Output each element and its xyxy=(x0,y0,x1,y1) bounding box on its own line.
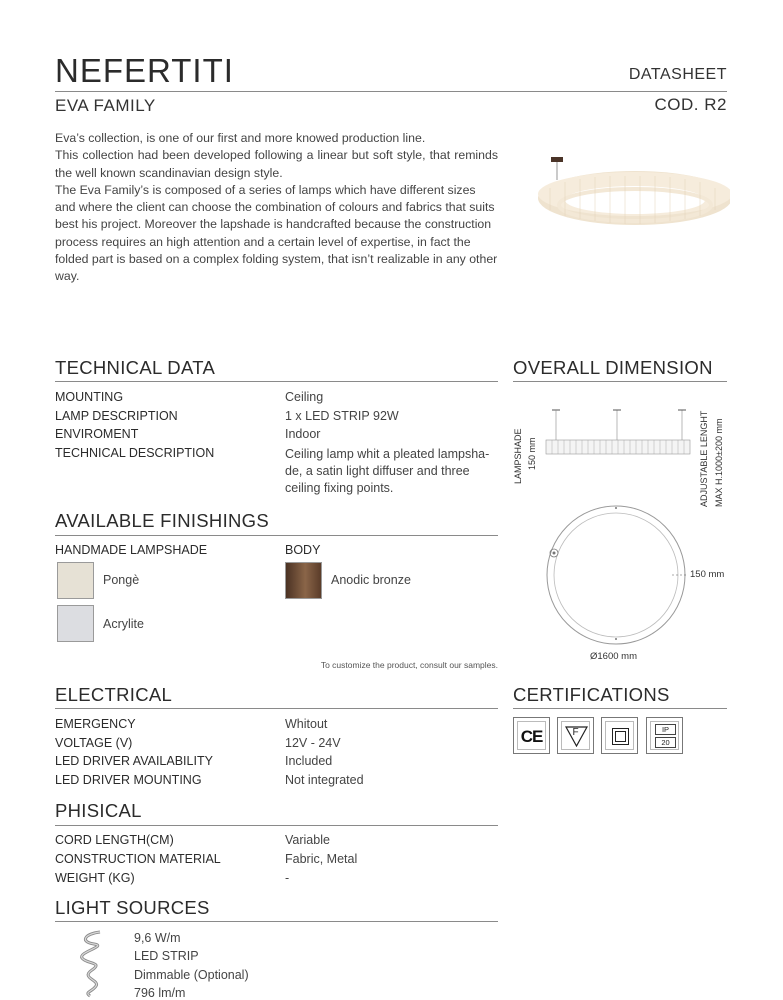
phys-value-weight: - xyxy=(285,871,290,885)
lampshade-dim-label xyxy=(513,420,527,484)
elec-value-voltage: 12V - 24V xyxy=(285,736,341,750)
phys-label-material: CONSTRUCTION MATERIAL xyxy=(55,852,221,866)
elec-value-emergency: Whitout xyxy=(285,717,328,731)
swatch-bronze-label: Anodic bronze xyxy=(331,573,411,587)
family-subtitle: EVA FAMILY xyxy=(55,96,156,115)
diameter-dim-label: Ø1600 mm xyxy=(590,651,637,662)
tech-value-description: Ceiling lamp whit a pleated lampsha-de, a satin light diffuser and three ceiling fixing points. xyxy=(285,447,490,495)
lampshade-label: LAMPSHADE xyxy=(513,428,523,484)
physical-divider xyxy=(55,825,498,826)
body-header: BODY xyxy=(285,543,321,557)
header-divider xyxy=(55,91,727,92)
light-sources-divider xyxy=(55,921,498,922)
intro-paragraph: The Eva Family’s is composed of a series of lamps which have different sizes and where the client can choose the combination of colours and fabrics that suits best his project. Moreover the lapshade is handcrafted because the construction process requires an high attention and a certain level of expertise, in fact the folded part is based on a complex folding system, that isn’t realizable in any other way. xyxy=(55,182,498,284)
intro-text xyxy=(55,130,498,286)
lampshade-header: HANDMADE LAMPSHADE xyxy=(55,543,208,557)
electrical-divider xyxy=(55,708,498,709)
light-source-dimmable: Dimmable (Optional) xyxy=(134,968,249,982)
tech-value-lamp: 1 x LED STRIP 92W xyxy=(285,409,399,423)
ce-mark-text: CE xyxy=(520,727,543,746)
tech-value-environment: Indoor xyxy=(285,427,321,441)
swatch-anodic-bronze[interactable] xyxy=(285,562,322,599)
product-code: COD. R2 xyxy=(654,95,727,114)
phys-label-weight: WEIGHT (KG) xyxy=(55,871,135,885)
top-view-drawing xyxy=(544,504,689,646)
customize-note: To customize the product, consult our samples. xyxy=(320,660,498,670)
ip-rating-icon xyxy=(646,717,683,754)
tech-label-environment: ENVIROMENT xyxy=(55,427,139,441)
light-source-lumen: 796 lm/m xyxy=(134,986,186,1000)
certifications-title: CERTIFICATIONS xyxy=(513,684,670,705)
physical-title: PHISICAL xyxy=(55,800,142,821)
phys-value-material: Fabric, Metal xyxy=(285,852,358,866)
finishings-title: AVAILABLE FINISHINGS xyxy=(55,510,270,531)
swatch-ponge[interactable] xyxy=(57,562,94,599)
swatch-acrylite[interactable] xyxy=(57,605,94,642)
class2-mark-icon xyxy=(601,717,638,754)
led-strip-icon xyxy=(70,928,110,998)
lampshade-dim-value xyxy=(527,420,539,470)
ceiling-fixing xyxy=(551,157,563,162)
finishings-divider xyxy=(55,535,498,536)
tech-label-mounting: MOUNTING xyxy=(55,390,124,404)
intro-paragraph: Eva’s collection, is one of our first and more knowed production line. xyxy=(55,131,426,145)
electrical-title: ELECTRICAL xyxy=(55,684,173,705)
f-mark-icon xyxy=(557,717,594,754)
f-mark-text: F xyxy=(572,727,579,738)
phys-label-cord: CORD LENGTH(CM) xyxy=(55,833,174,847)
swatch-acrylite-label: Acrylite xyxy=(103,617,144,631)
adjustable-dim-label xyxy=(699,397,711,507)
tech-label-description: TECHNICAL DESCRIPTION xyxy=(55,446,215,460)
width-dim-label: 150 mm xyxy=(690,569,725,580)
elec-label-driver-mounting: LED DRIVER MOUNTING xyxy=(55,773,202,787)
ce-mark-icon xyxy=(513,717,550,754)
light-sources-title: LIGHT SOURCES xyxy=(55,897,210,918)
product-image xyxy=(530,150,730,235)
elec-value-driver-mounting: Not integrated xyxy=(285,773,364,787)
technical-data-title: TECHNICAL DATA xyxy=(55,357,216,378)
elec-label-voltage: VOLTAGE (V) xyxy=(55,736,133,750)
tech-value-mounting: Ceiling xyxy=(285,390,324,404)
light-source-type: LED STRIP xyxy=(134,949,199,963)
elec-label-emergency: EMERGENCY xyxy=(55,717,136,731)
product-title: NEFERTITI xyxy=(55,52,234,89)
certifications-divider xyxy=(513,708,727,709)
dimension-title: OVERALL DIMENSION xyxy=(513,357,713,378)
elec-value-driver-availability: Included xyxy=(285,754,333,768)
tech-label-lamp: LAMP DESCRIPTION xyxy=(55,409,178,423)
elec-label-driver-availability: LED DRIVER AVAILABILITY xyxy=(55,754,213,768)
light-source-power: 9,6 W/m xyxy=(134,931,181,945)
phys-value-cord: Variable xyxy=(285,833,330,847)
swatch-ponge-label: Pongè xyxy=(103,573,140,587)
intro-paragraph: This collection had been developed following a linear but soft style, that reminds the well known scandinavian design style. xyxy=(55,148,498,180)
ip-label: IP xyxy=(655,724,676,735)
dimension-divider xyxy=(513,381,727,382)
side-view-drawing xyxy=(544,408,694,458)
technical-divider xyxy=(55,381,498,382)
adjustable-dim-value xyxy=(714,397,726,507)
adjustable-value: MAX H.1000±200 mm xyxy=(714,418,724,507)
datasheet-label: DATASHEET xyxy=(628,66,727,83)
adjustable-label: ADJUSTABLE LENGHT xyxy=(699,410,709,507)
lampshade-value: 150 mm xyxy=(527,437,537,470)
ip-value: 20 xyxy=(655,737,676,748)
